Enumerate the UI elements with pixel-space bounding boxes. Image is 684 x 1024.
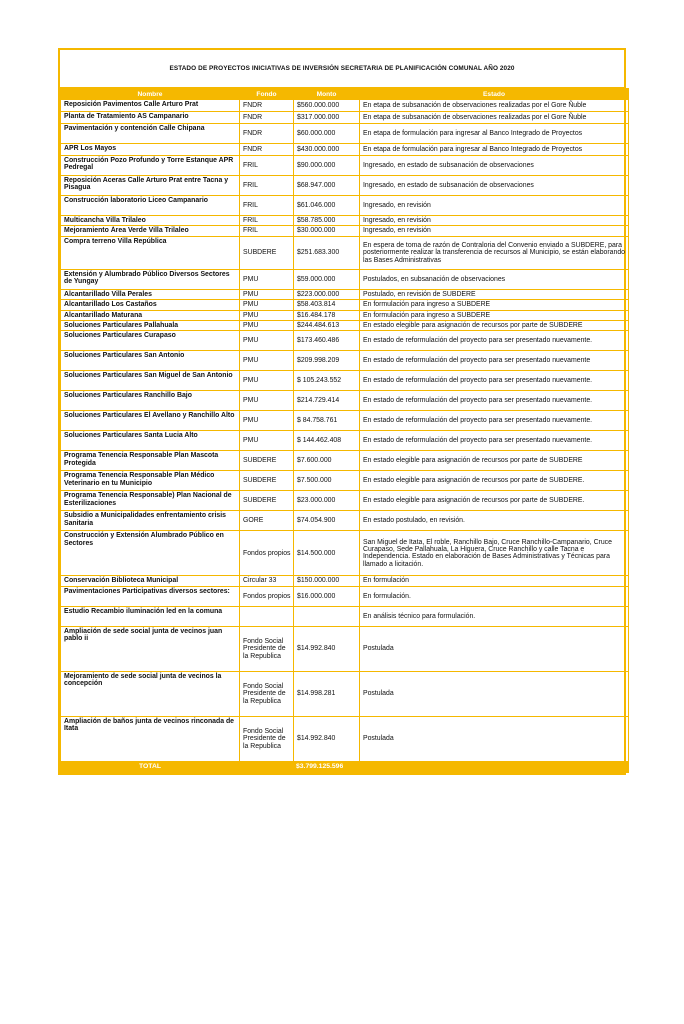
row-fondo: FNDR <box>240 112 294 124</box>
table-row <box>61 156 629 176</box>
row-nombre: Construcción Pozo Profundo y Torre Estanque APR Pedregal <box>61 156 240 176</box>
row-fondo: PMU <box>240 351 294 371</box>
table-header-row <box>61 89 629 100</box>
row-monto: $14.998.281 <box>294 671 360 716</box>
row-nombre: Alcantarillado Maturana <box>61 310 240 320</box>
row-monto: $7.600.000 <box>294 451 360 471</box>
row-fondo: PMU <box>240 269 294 289</box>
row-fondo: Fondos propios <box>240 531 294 576</box>
row-estado: En estado de reformulación del proyecto para ser presentado nuevamente. <box>360 331 629 351</box>
row-fondo: FRIL <box>240 176 294 196</box>
row-fondo: PMU <box>240 310 294 320</box>
row-fondo: Fondo Social Presidente de la Republica <box>240 716 294 761</box>
table-row <box>61 351 629 371</box>
row-estado: En estado postulado, en revisión. <box>360 511 629 531</box>
row-monto: $173.460.486 <box>294 331 360 351</box>
table-row <box>61 124 629 144</box>
row-fondo: SUBDERE <box>240 491 294 511</box>
row-estado: En estado de reformulación del proyecto para ser presentado nuevamente <box>360 351 629 371</box>
row-monto: $ 105.243.552 <box>294 371 360 391</box>
row-fondo: FRIL <box>240 156 294 176</box>
row-nombre: Soluciones Particulares San Antonio <box>61 351 240 371</box>
table-row <box>61 289 629 299</box>
row-fondo <box>240 606 294 626</box>
row-monto: $16.484.178 <box>294 310 360 320</box>
table-row <box>61 112 629 124</box>
row-nombre: Multicancha Villa Trilaleo <box>61 216 240 226</box>
header-fondo: Fondo <box>240 89 294 100</box>
table-row <box>61 626 629 671</box>
row-monto: $ 84.758.761 <box>294 411 360 431</box>
row-monto: $23.000.000 <box>294 491 360 511</box>
total-estado-empty <box>360 761 629 772</box>
row-estado: En etapa de formulación para ingresar al Banco Integrado de Proyectos <box>360 124 629 144</box>
row-estado: En etapa de formulación para ingresar al Banco Integrado de Proyectos <box>360 144 629 156</box>
table-row <box>61 451 629 471</box>
row-nombre: Soluciones Particulares San Miguel de San Antonio <box>61 371 240 391</box>
row-estado: Postulado, en revisión de SUBDERE <box>360 289 629 299</box>
row-nombre: Mejoramiento Área Verde Villa Trilaleo <box>61 226 240 236</box>
row-fondo: FNDR <box>240 144 294 156</box>
row-nombre: Soluciones Particulares Ranchillo Bajo <box>61 391 240 411</box>
row-estado: En formulación <box>360 576 629 586</box>
row-nombre: Soluciones Particulares Santa Lucia Alto <box>61 431 240 451</box>
table-row <box>61 196 629 216</box>
row-monto: $209.998.209 <box>294 351 360 371</box>
table-row <box>61 471 629 491</box>
row-estado: En formulación para ingreso a SUBDERE <box>360 300 629 310</box>
row-monto: $14.500.000 <box>294 531 360 576</box>
row-estado: En estado de reformulación del proyecto para ser presentado nuevamente. <box>360 411 629 431</box>
document-title: ESTADO DE PROYECTOS INICIATIVAS DE INVERSIÓN SECRETARIA DE PLANIFICACIÓN COMUNAL AÑO 2020 <box>60 50 624 88</box>
total-fondo-empty <box>240 761 294 772</box>
row-monto: $16.000.000 <box>294 586 360 606</box>
header-monto: Monto <box>294 89 360 100</box>
table-row <box>61 586 629 606</box>
row-fondo: Circular 33 <box>240 576 294 586</box>
table-row <box>61 411 629 431</box>
row-fondo: FNDR <box>240 124 294 144</box>
row-monto: $317.000.000 <box>294 112 360 124</box>
row-monto: $14.992.840 <box>294 626 360 671</box>
row-estado: Postulada <box>360 626 629 671</box>
row-monto: $430.000.000 <box>294 144 360 156</box>
row-estado: En espera de toma de razón de Contraloria del Convenio enviado a SUBDERE, para posteriormente realizar la transferencia de recursos al Municipio, se están elaborando las Bases Administrativas <box>360 236 629 269</box>
row-nombre: Programa Tenencia Responsable Plan Mascota Protegida <box>61 451 240 471</box>
row-monto: $223.000.000 <box>294 289 360 299</box>
total-label: TOTAL <box>61 761 240 772</box>
row-nombre: Estudio Recambio iluminación led en la comuna <box>61 606 240 626</box>
row-fondo: FRIL <box>240 226 294 236</box>
row-monto: $58.403.814 <box>294 300 360 310</box>
row-fondo: SUBDERE <box>240 471 294 491</box>
row-estado: Postulada <box>360 671 629 716</box>
table-row <box>61 491 629 511</box>
row-monto: $150.000.000 <box>294 576 360 586</box>
row-nombre: Reposición Aceras Calle Arturo Prat entre Tacna y Pisagua <box>61 176 240 196</box>
row-monto: $90.000.000 <box>294 156 360 176</box>
row-fondo: FRIL <box>240 216 294 226</box>
table-row <box>61 576 629 586</box>
row-nombre: Soluciones Particulares El Avellano y Ranchillo Alto <box>61 411 240 431</box>
row-nombre: Extensión y Alumbrado Público Diversos Sectores de Yungay <box>61 269 240 289</box>
row-fondo: PMU <box>240 431 294 451</box>
table-row <box>61 300 629 310</box>
row-nombre: Reposición Pavimentos Calle Arturo Prat <box>61 100 240 112</box>
row-estado: En estado de reformulación del proyecto para ser presentado nuevamente. <box>360 391 629 411</box>
project-status-sheet <box>58 48 626 775</box>
row-nombre: Construcción laboratorio Liceo Campanario <box>61 196 240 216</box>
row-fondo: FRIL <box>240 196 294 216</box>
row-fondo: Fondo Social Presidente de la Republica <box>240 626 294 671</box>
row-nombre: APR Los Mayos <box>61 144 240 156</box>
total-monto: $3.799.125.596 <box>294 761 360 772</box>
row-estado: En formulación para ingreso a SUBDERE <box>360 310 629 320</box>
table-row <box>61 671 629 716</box>
row-estado: San Miguel de Itata, El roble, Ranchillo Bajo, Cruce Ranchillo-Campanario, Cruce Curapaso, Sede Pallahuala, La Higuera, Cruce Ranchillo y calle Tacna e Independencia. Estado en elaboración de Bases Administrativas y Técnicas para llamado a licitación. <box>360 531 629 576</box>
row-estado: Ingresado, en revisión <box>360 216 629 226</box>
table-row <box>61 236 629 269</box>
row-fondo: GORE <box>240 511 294 531</box>
row-monto: $560.000.000 <box>294 100 360 112</box>
table-row <box>61 321 629 331</box>
row-nombre: Ampliación de sede social junta de vecinos juan pablo ii <box>61 626 240 671</box>
row-monto: $244.484.613 <box>294 321 360 331</box>
table-row <box>61 216 629 226</box>
row-fondo: PMU <box>240 331 294 351</box>
row-estado: Ingresado, en revisión <box>360 226 629 236</box>
row-fondo: FNDR <box>240 100 294 112</box>
row-nombre: Programa Tenencia Responsable) Plan Nacional de Esterilizaciones <box>61 491 240 511</box>
table-row <box>61 331 629 351</box>
row-estado: En estado de reformulación del proyecto para ser presentado nuevamente. <box>360 371 629 391</box>
row-fondo: PMU <box>240 300 294 310</box>
table-row <box>61 716 629 761</box>
row-estado: Postulada <box>360 716 629 761</box>
table-row <box>61 431 629 451</box>
table-row <box>61 606 629 626</box>
row-monto: $ 144.462.408 <box>294 431 360 451</box>
row-estado: En etapa de subsanación de observaciones realizadas por el Gore Ñuble <box>360 112 629 124</box>
row-estado: En estado de reformulación del proyecto para ser presentado nuevamente. <box>360 431 629 451</box>
row-monto: $60.000.000 <box>294 124 360 144</box>
row-monto: $30.000.000 <box>294 226 360 236</box>
row-fondo: PMU <box>240 371 294 391</box>
row-fondo: PMU <box>240 391 294 411</box>
table-row <box>61 531 629 576</box>
row-nombre: Programa Tenencia Responsable Plan Médico Veterinario en tu Municipio <box>61 471 240 491</box>
table-body <box>61 100 629 762</box>
row-monto <box>294 606 360 626</box>
table-row <box>61 511 629 531</box>
row-estado: En estado elegible para asignación de recursos por parte de SUBDERE. <box>360 471 629 491</box>
row-monto: $214.729.414 <box>294 391 360 411</box>
row-fondo: SUBDERE <box>240 451 294 471</box>
table-row <box>61 176 629 196</box>
row-monto: $74.054.900 <box>294 511 360 531</box>
row-monto: $251.683.300 <box>294 236 360 269</box>
row-monto: $59.000.000 <box>294 269 360 289</box>
table-row <box>61 226 629 236</box>
row-estado: Ingresado, en estado de subsanación de observaciones <box>360 156 629 176</box>
header-estado: Estado <box>360 89 629 100</box>
row-estado: En análisis técnico para formulación. <box>360 606 629 626</box>
row-nombre: Planta de Tratamiento AS Campanario <box>61 112 240 124</box>
row-nombre: Construcción y Extensión Alumbrado Público en Sectores <box>61 531 240 576</box>
row-estado: En etapa de subsanación de observaciones realizadas por el Gore Ñuble <box>360 100 629 112</box>
table-row <box>61 100 629 112</box>
header-nombre: Nombre <box>61 89 240 100</box>
row-estado: En estado elegible para asignación de recursos por parte de SUBDERE. <box>360 491 629 511</box>
table-row <box>61 310 629 320</box>
row-estado: Postulados, en subsanación de observaciones <box>360 269 629 289</box>
row-fondo: Fondos propios <box>240 586 294 606</box>
row-fondo: PMU <box>240 289 294 299</box>
row-nombre: Soluciones Particulares Curapaso <box>61 331 240 351</box>
row-fondo: PMU <box>240 411 294 431</box>
row-monto: $14.992.840 <box>294 716 360 761</box>
row-estado: En estado elegible para asignación de recursos por parte de SUBDERE <box>360 451 629 471</box>
row-nombre: Conservación Biblioteca Municipal <box>61 576 240 586</box>
projects-table <box>60 88 629 773</box>
row-nombre: Mejoramiento de sede social junta de vecinos la concepción <box>61 671 240 716</box>
row-nombre: Pavimentaciones Participativas diversos sectores: <box>61 586 240 606</box>
table-row <box>61 269 629 289</box>
row-fondo: Fondo Social Presidente de la Republica <box>240 671 294 716</box>
row-nombre: Pavimentación y contención Calle Chipana <box>61 124 240 144</box>
table-row <box>61 371 629 391</box>
row-nombre: Compra terreno Villa República <box>61 236 240 269</box>
row-nombre: Ampliación de baños junta de vecinos rinconada de Itata <box>61 716 240 761</box>
row-nombre: Subsidio a Municipalidades enfrentamiento crisis Sanitaria <box>61 511 240 531</box>
row-estado: Ingresado, en revisión <box>360 196 629 216</box>
row-nombre: Alcantarillado Los Castaños <box>61 300 240 310</box>
row-nombre: Soluciones Particulares Pallahuala <box>61 321 240 331</box>
row-nombre: Alcantarillado Villa Perales <box>61 289 240 299</box>
table-row <box>61 391 629 411</box>
row-monto: $58.785.000 <box>294 216 360 226</box>
row-monto: $61.046.000 <box>294 196 360 216</box>
total-row <box>61 761 629 772</box>
row-estado: Ingresado, en estado de subsanación de observaciones <box>360 176 629 196</box>
row-monto: $7.500.000 <box>294 471 360 491</box>
row-monto: $68.947.000 <box>294 176 360 196</box>
row-estado: En formulación. <box>360 586 629 606</box>
row-estado: En estado elegible para asignación de recursos por parte de SUBDERE <box>360 321 629 331</box>
row-fondo: SUBDERE <box>240 236 294 269</box>
row-fondo: PMU <box>240 321 294 331</box>
table-row <box>61 144 629 156</box>
